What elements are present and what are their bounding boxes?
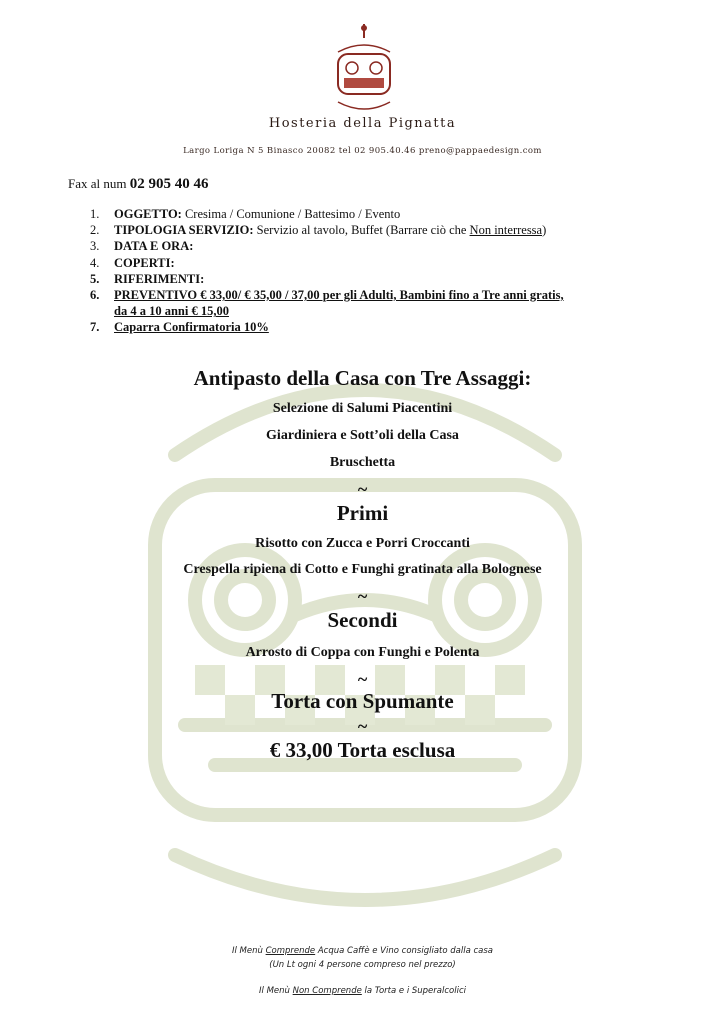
- separator: ~: [357, 669, 368, 689]
- item-label: DATA E ORA:: [114, 239, 194, 254]
- footer-line-2: (Un Lt ogni 4 persone compreso nel prezzo): [269, 960, 456, 970]
- footer-text-underlined: Non Comprende: [292, 986, 362, 996]
- footer-text: Il Menù: [231, 946, 266, 956]
- secondi-title: Secondi: [327, 608, 398, 632]
- brand-name: Hosteria della Pignatta: [268, 116, 457, 131]
- fax-number: 02 905 40 46: [129, 176, 209, 192]
- item-text: da 4 a 10 anni € 15,00: [114, 304, 229, 319]
- item-label: COPERTI:: [114, 255, 175, 270]
- separator: ~: [357, 586, 368, 606]
- list-item: [90, 271, 650, 287]
- item-text-underlined: Non interressa: [469, 223, 543, 238]
- separator: ~: [357, 479, 368, 499]
- item-text: Cresima / Comunione / Battesimo / Evento: [184, 207, 401, 221]
- item-number: 4.: [90, 255, 100, 270]
- item-number: 3.: [90, 239, 100, 254]
- price-line: € 33,00 Torta esclusa: [269, 738, 456, 762]
- primi-title: Primi: [336, 501, 389, 525]
- menu-item: Risotto con Zucca e Porri Croccanti: [255, 536, 470, 551]
- menu-item: Arrosto di Coppa con Funghi e Polenta: [245, 645, 480, 660]
- item-number: 2.: [90, 223, 100, 238]
- menu-item: Crespella ripiena di Cotto e Funghi gratinata alla Bolognese: [183, 562, 542, 577]
- torta-title: Torta con Spumante: [271, 689, 454, 713]
- item-label: TIPOLOGIA SERVIZIO:: [114, 223, 254, 238]
- footer-text: Acqua Caffè e Vino consigliato dalla casa: [315, 946, 494, 956]
- item-text: ): [542, 223, 547, 238]
- list-item: [90, 206, 650, 222]
- separator: ~: [357, 716, 368, 736]
- footer-text: Il Menù: [259, 986, 293, 996]
- item-label: RIFERIMENTI:: [114, 271, 205, 286]
- logo-icon: [324, 20, 404, 120]
- item-text: Servizio al tavolo, Buffet (Barrare ciò che: [256, 223, 470, 238]
- item-number: 6.: [90, 288, 100, 303]
- item-number: 7.: [90, 320, 100, 335]
- item-number: 5.: [90, 271, 100, 286]
- menu-item: Selezione di Salumi Piacentini: [272, 401, 453, 416]
- list-item: [90, 222, 650, 238]
- item-text: PREVENTIVO € 33,00/ € 35,00 / 37,00 per gli Adulti, Bambini fino a Tre anni gratis,: [114, 288, 564, 303]
- footer-text-underlined: Comprende: [265, 946, 316, 956]
- menu-item: Bruschetta: [329, 455, 396, 470]
- footer-line-1: [0, 946, 725, 956]
- list-item: [90, 238, 650, 254]
- footer-line-3: [0, 986, 725, 996]
- info-list: [90, 206, 650, 336]
- antipasto-title: Antipasto della Casa con Tre Assaggi:: [193, 366, 532, 390]
- item-label: Caparra Confirmatoria 10%: [114, 320, 269, 335]
- list-item: [90, 287, 650, 319]
- item-number: 1.: [90, 207, 100, 221]
- menu-item: Giardiniera e Sott’oli della Casa: [266, 428, 459, 443]
- list-item: [90, 319, 650, 335]
- fax-label: Fax al num: [68, 176, 127, 191]
- menu-section: [0, 366, 725, 763]
- footer-text: la Torta e i Superalcolici: [361, 986, 466, 996]
- list-item: [90, 255, 650, 271]
- contact-line: Largo Loriga N 5 Binasco 20082 tel 02 905.40.46 preno@pappaedesign.com: [183, 146, 542, 156]
- fax-line: [68, 176, 209, 193]
- item-label: OGGETTO:: [114, 207, 182, 221]
